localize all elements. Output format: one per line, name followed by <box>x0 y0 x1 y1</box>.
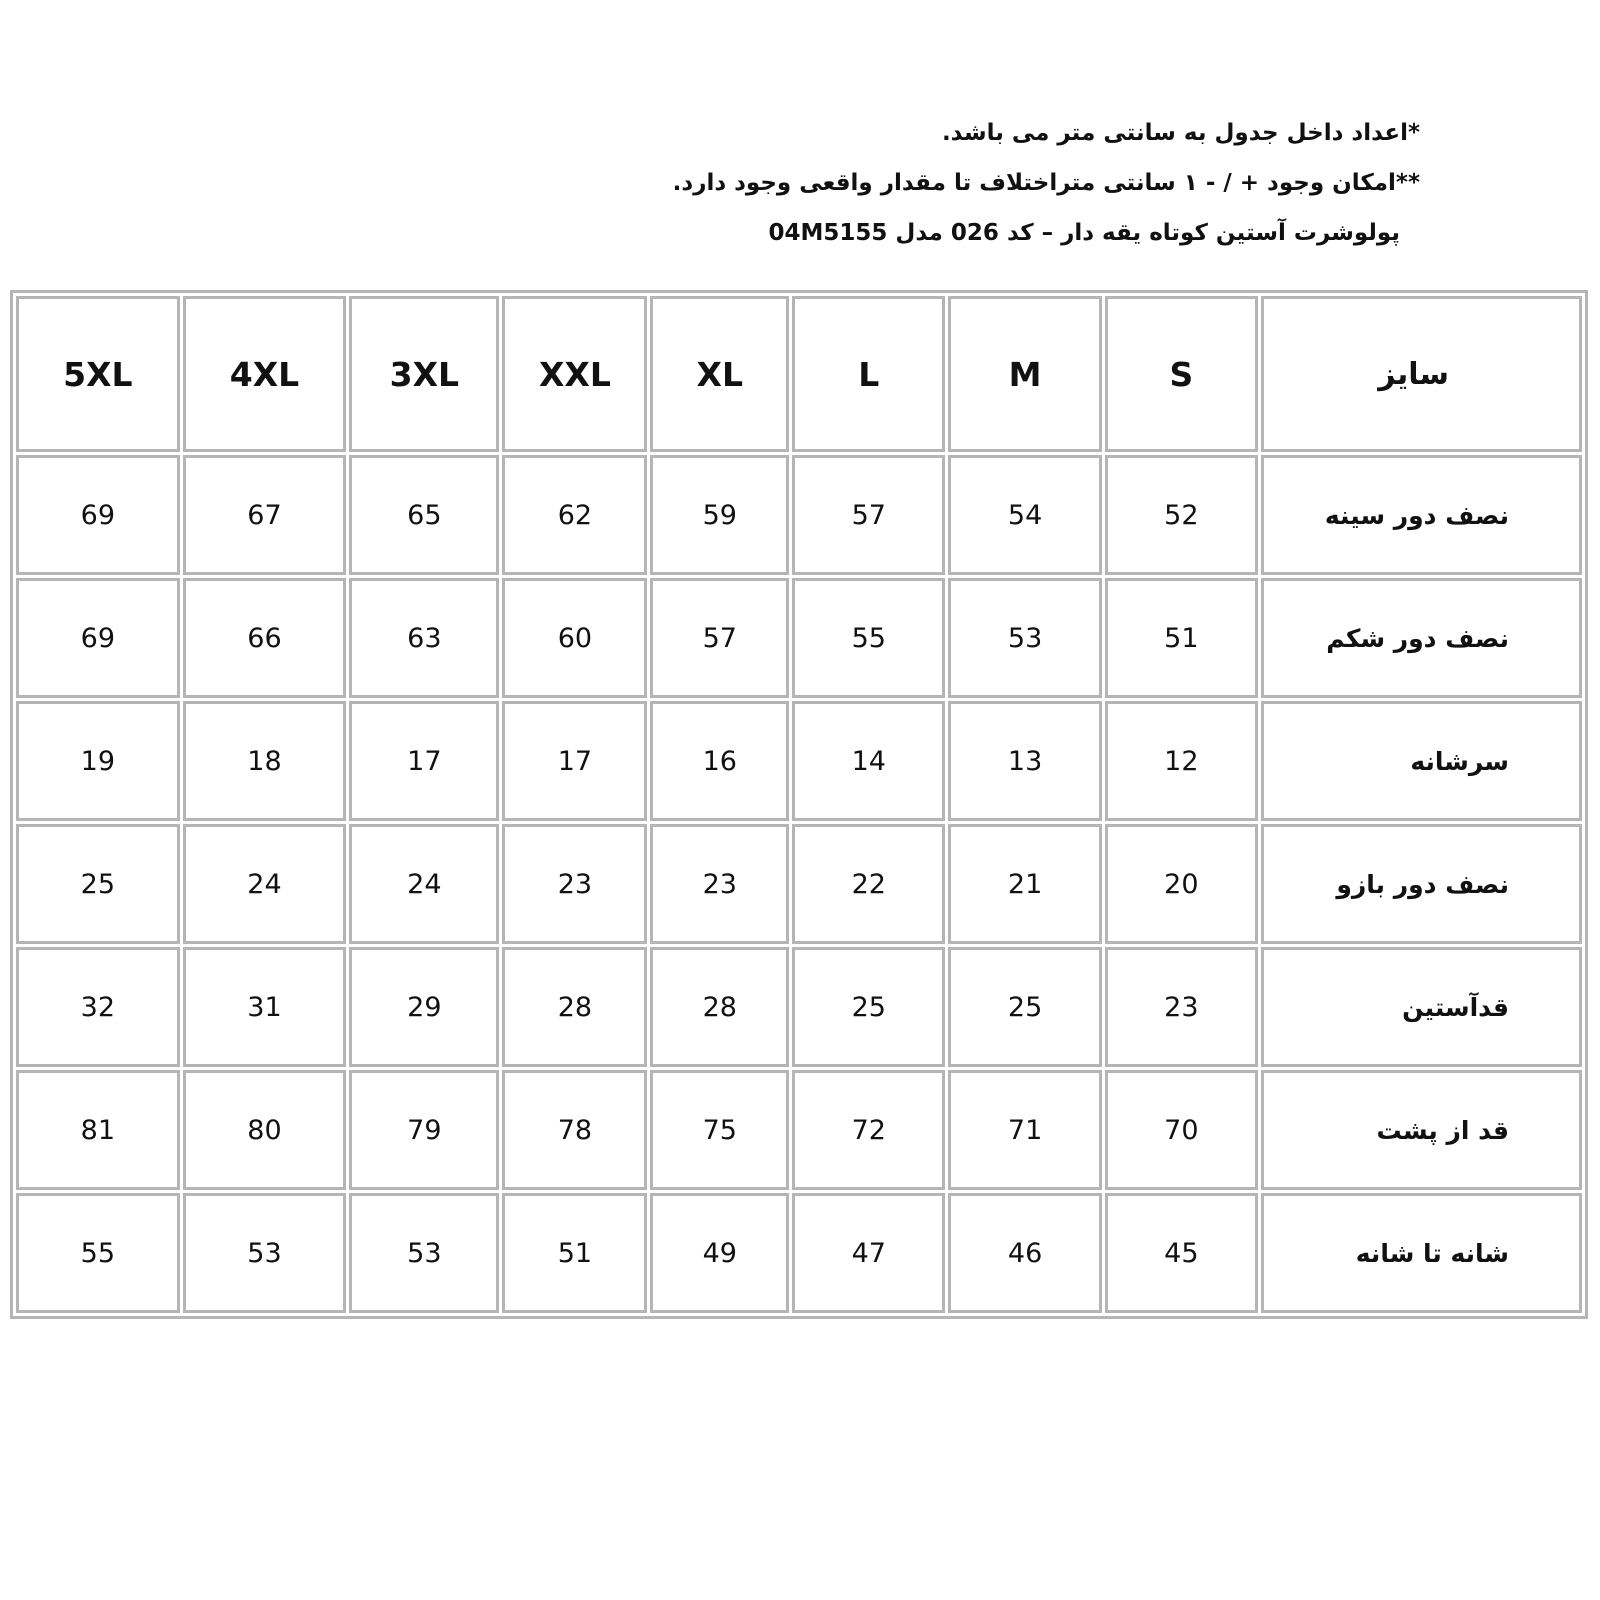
measurement-cell: 25 <box>792 947 945 1067</box>
measurement-cell: 70 <box>1105 1070 1258 1190</box>
table-row <box>16 578 1582 698</box>
measurement-cell: 25 <box>948 947 1101 1067</box>
size-header-cell: S <box>1105 296 1258 452</box>
measurement-cell: 25 <box>16 824 180 944</box>
measurement-cell: 14 <box>792 701 945 821</box>
measurement-cell: 69 <box>16 455 180 575</box>
measurement-cell: 67 <box>183 455 347 575</box>
measurement-cell: 47 <box>792 1193 945 1313</box>
size-header-cell: 3XL <box>349 296 499 452</box>
size-table-body <box>16 296 1582 1313</box>
measurement-cell: 51 <box>502 1193 647 1313</box>
measurement-cell: 19 <box>16 701 180 821</box>
table-row <box>16 701 1582 821</box>
row-label-cell: نصف دور بازو <box>1261 824 1582 944</box>
size-table <box>10 290 1588 1319</box>
measurement-cell: 29 <box>349 947 499 1067</box>
measurement-cell: 62 <box>502 455 647 575</box>
measurement-cell: 52 <box>1105 455 1258 575</box>
measurement-cell: 32 <box>16 947 180 1067</box>
size-header-cell: XL <box>650 296 789 452</box>
measurement-cell: 31 <box>183 947 347 1067</box>
measurement-cell: 63 <box>349 578 499 698</box>
measurement-cell: 23 <box>650 824 789 944</box>
size-header-cell: 4XL <box>183 296 347 452</box>
measurement-cell: 59 <box>650 455 789 575</box>
measurement-cell: 22 <box>792 824 945 944</box>
measurement-cell: 45 <box>1105 1193 1258 1313</box>
measurement-cell: 13 <box>948 701 1101 821</box>
measurement-cell: 17 <box>349 701 499 821</box>
measurement-cell: 28 <box>502 947 647 1067</box>
measurement-cell: 21 <box>948 824 1101 944</box>
measurement-cell: 12 <box>1105 701 1258 821</box>
measurement-cell: 72 <box>792 1070 945 1190</box>
measurement-cell: 79 <box>349 1070 499 1190</box>
table-row <box>16 947 1582 1067</box>
size-header-cell: 5XL <box>16 296 180 452</box>
measurement-cell: 57 <box>792 455 945 575</box>
size-header-cell: XXL <box>502 296 647 452</box>
note-tolerance: **امکان وجود + / - ۱ سانتی متراختلاف تا مقدار واقعی وجود دارد. <box>672 170 1420 196</box>
measurement-cell: 54 <box>948 455 1101 575</box>
measurement-cell: 23 <box>502 824 647 944</box>
note-units: *اعداد داخل جدول به سانتی متر می باشد. <box>941 120 1420 146</box>
measurement-cell: 57 <box>650 578 789 698</box>
table-row <box>16 1070 1582 1190</box>
header-label-cell: سایز <box>1261 296 1582 452</box>
measurement-cell: 66 <box>183 578 347 698</box>
measurement-cell: 53 <box>948 578 1101 698</box>
table-row <box>16 455 1582 575</box>
measurement-cell: 55 <box>16 1193 180 1313</box>
measurement-cell: 24 <box>349 824 499 944</box>
measurement-cell: 18 <box>183 701 347 821</box>
measurement-cell: 65 <box>349 455 499 575</box>
measurement-cell: 55 <box>792 578 945 698</box>
measurement-cell: 51 <box>1105 578 1258 698</box>
measurement-cell: 17 <box>502 701 647 821</box>
measurement-cell: 78 <box>502 1070 647 1190</box>
row-label-cell: نصف دور سینه <box>1261 455 1582 575</box>
measurement-cell: 16 <box>650 701 789 821</box>
measurement-cell: 24 <box>183 824 347 944</box>
table-row <box>16 1193 1582 1313</box>
measurement-cell: 46 <box>948 1193 1101 1313</box>
measurement-cell: 75 <box>650 1070 789 1190</box>
measurement-cell: 53 <box>183 1193 347 1313</box>
row-label-cell: قدآستین <box>1261 947 1582 1067</box>
measurement-cell: 20 <box>1105 824 1258 944</box>
measurement-cell: 80 <box>183 1070 347 1190</box>
measurement-cell: 23 <box>1105 947 1258 1067</box>
measurement-cell: 28 <box>650 947 789 1067</box>
row-label-cell: شانه تا شانه <box>1261 1193 1582 1313</box>
size-header-cell: M <box>948 296 1101 452</box>
measurement-cell: 69 <box>16 578 180 698</box>
table-row <box>16 824 1582 944</box>
measurement-cell: 49 <box>650 1193 789 1313</box>
header-row <box>16 296 1582 452</box>
row-label-cell: نصف دور شکم <box>1261 578 1582 698</box>
measurement-cell: 53 <box>349 1193 499 1313</box>
measurement-cell: 81 <box>16 1070 180 1190</box>
measurement-cell: 60 <box>502 578 647 698</box>
measurement-cell: 71 <box>948 1070 1101 1190</box>
size-header-cell: L <box>792 296 945 452</box>
row-label-cell: قد از پشت <box>1261 1070 1582 1190</box>
notes-block <box>520 108 1420 258</box>
product-title: پولوشرت آستین کوتاه یقه دار – کد 026 مدل 04M5155 <box>768 220 1400 246</box>
row-label-cell: سرشانه <box>1261 701 1582 821</box>
